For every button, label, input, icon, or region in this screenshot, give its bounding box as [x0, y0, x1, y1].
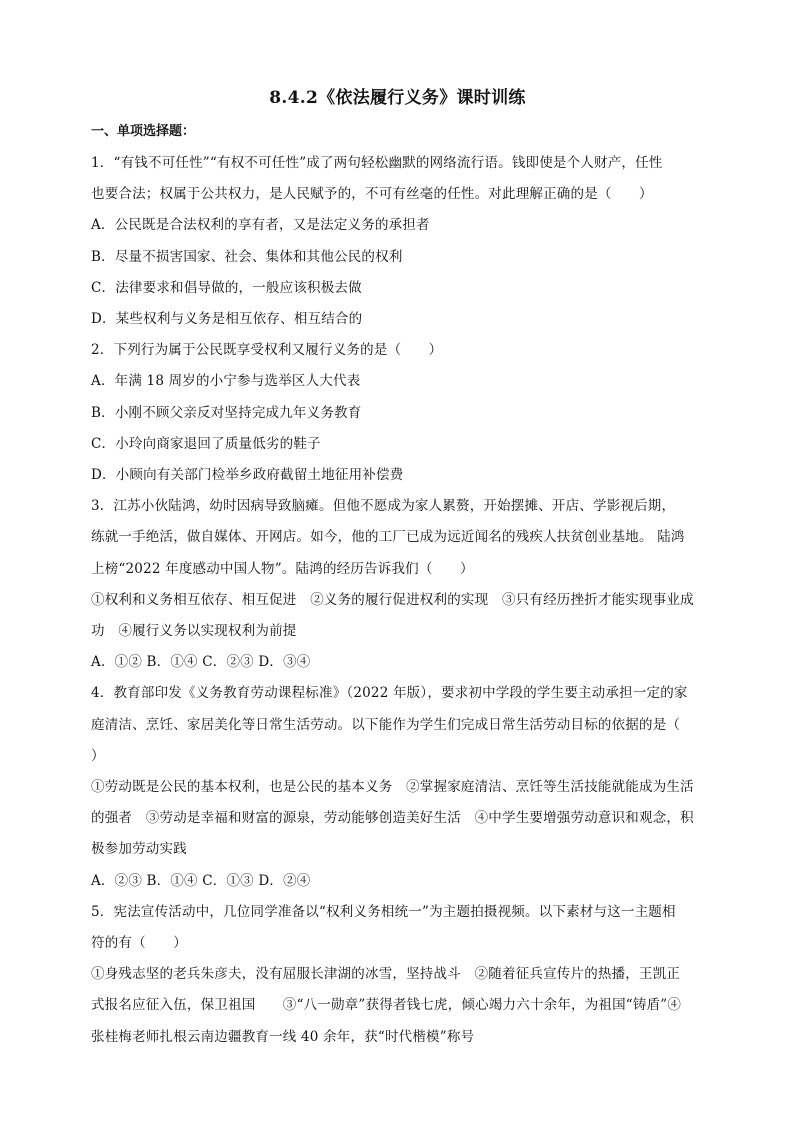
question-text-line: 3．江苏小伙陆鸿，幼时因病导致脑瘫。但他不愿成为家人累赘，开始摆摊、开店、学影视后期， — [91, 498, 676, 515]
question-text-line: 1．“有钱不可任性”“有权不可任性”成了两句轻松幽默的网络流行语。钱即使是个人财产，任性 — [91, 155, 663, 171]
question-text-line: 练就一手绝活，做自媒体、开网店。如今，他的工厂已成为远近闻名的残疾人扶贫创业基地。 陆鸿 — [91, 529, 685, 546]
question-text-line: ） — [91, 747, 105, 764]
answer-option-line: C．法律要求和倡导做的，一般应该积极去做 — [91, 279, 362, 296]
question-text-line: 也要合法；权属于公共权力，是人民赋予的，不可有丝毫的任性。对此理解正确的是（ ） — [91, 186, 653, 203]
question-text-line: 庭清洁、烹饪、家居美化等日常生活劳动。以下能作为学生们完成日常生活劳动目标的依据的是（ — [91, 716, 681, 733]
answer-option-line: D．某些权利与义务是相互依存、相互结合的 — [91, 311, 363, 328]
answer-option-line: A．②③ B．①④ C．①③ D．②④ — [91, 872, 311, 889]
answer-option-line: B．尽量不损害国家、社会、集体和其他公民的权利 — [91, 248, 403, 265]
question-text-line: 符的有（ ） — [91, 935, 187, 952]
question-body — [91, 148, 704, 1053]
page-title: 8.4.2《依法履行义务》课时训练 — [269, 88, 526, 108]
question-text-line: 2．下列行为属于公民既享受权利又履行义务的是（ ） — [91, 342, 443, 359]
question-text-line: 5．宪法宣传活动中，几位同学准备以“权利义务相统一”为主题拍摄视频。以下素材与这一主题相 — [91, 903, 676, 920]
question-text-line: ①身残志坚的老兵朱彦夫，没有屈服长津湖的冰雪，坚持战斗 ②随着征兵宣传片的热播，王凯正 — [91, 966, 681, 983]
question-text-line: 极参加劳动实践 — [91, 841, 187, 858]
answer-option-line: A．年满 18 周岁的小宁参与选举区人大代表 — [91, 373, 361, 390]
answer-option-line: B．小刚不顾父亲反对坚持完成九年义务教育 — [91, 404, 362, 421]
section-heading: 一、单项选择题： — [91, 124, 196, 139]
question-text-line: ①劳动既是公民的基本权利，也是公民的基本义务 ②掌握家庭清洁、烹饪等生活技能就能成为生活 — [91, 779, 694, 796]
question-text-line: ①权利和义务相互依存、相互促进 ②义务的履行促进权利的实现 ③只有经历挫折才能实现事业成 — [91, 591, 694, 608]
question-text-line: 4．教育部印发《义务教育劳动课程标准》（2022 年版），要求初中学段的学生要主动承担一定的家 — [91, 685, 688, 702]
answer-option-line: C．小玲向商家退回了质量低劣的鞋子 — [91, 435, 321, 452]
answer-option-line: D．小顾向有关部门检举乡政府截留土地征用补偿费 — [91, 467, 404, 484]
question-text-line: 功 ④履行义务以实现权利为前提 — [91, 623, 297, 640]
question-text-line: 式报名应征入伍，保卫祖国 ③“八一勋章”获得者钱七虎，倾心竭力六十余年，为祖国“铸盾”④ — [91, 997, 682, 1014]
question-text-line: 张桂梅老师扎根云南边疆教育一线 40 余年，获“时代楷模”称号 — [91, 1028, 475, 1045]
answer-option-line: A．①② B．①④ C．②③ D．③④ — [91, 654, 311, 671]
question-text-line: 上榜“2022 年度感动中国人物”。陆鸿的经历告诉我们（ ） — [91, 560, 474, 577]
answer-option-line: A．公民既是合法权利的享有者，又是法定义务的承担者 — [91, 217, 430, 234]
question-text-line: 的强者 ③劳动是幸福和财富的源泉，劳动能够创造美好生活 ④中学生要增强劳动意识和观念，积 — [91, 810, 694, 827]
